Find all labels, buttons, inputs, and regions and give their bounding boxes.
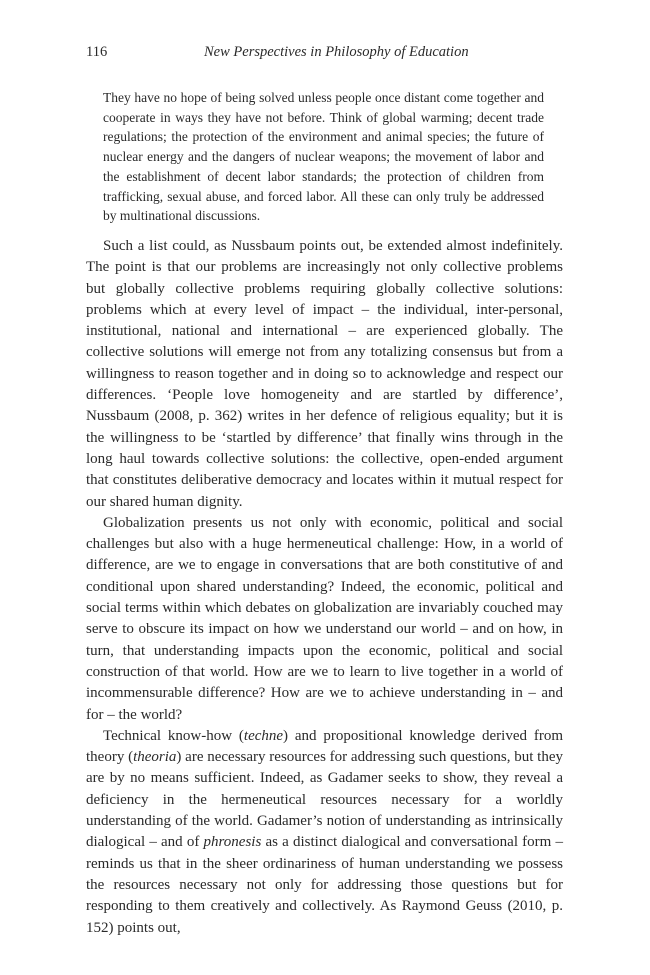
emphasis-term: techne <box>243 727 284 744</box>
running-head <box>86 44 564 64</box>
block-quote: They have no hope of being solved unless people once distant come together and cooperate in ways they have not before. Think of global warming; decent trade regulations; the protection of the environment and animal species; the future of nuclear energy and the dangers of nuclear weapons; the movement of labor and the establishment of decent labor standards; the protection of children from trafficking, sexual abuse, and forced labor. All these can only truly be addressed by multinational discussions. <box>103 90 544 224</box>
paragraph-text: ) and propositional knowledge derived from theory ( <box>86 727 563 766</box>
paragraph <box>86 726 563 939</box>
emphasis-term: phronesis <box>203 834 262 851</box>
paragraph <box>86 236 563 513</box>
paragraph-text: Technical know-how ( <box>103 727 244 744</box>
paragraph-text: Globalization presents us not only with economic, political and social challenges but also with a huge hermeneutical challenge: How, in a world of difference, are we to engage in conversations that are both constitutive of and conditional upon shared understanding? Indeed, the economic, political and social terms within which debates on globalization are invariably couched may serve to obscure its impact on how we understand our world – and on how, in turn, that understanding impacts upon the economic, political and social construction of that world. How are we to learn to live together in a world of incommensurable difference? How are we to achieve understanding in – and for – the world? <box>86 514 563 723</box>
paragraph-text: Such a list could, as Nussbaum points out, be extended almost indefinitely. The point is that our problems are increasingly not only collective problems but globally collective problems requiring globally collective solutions: problems which at every level of impact – the individual, inter-personal, institutional, national and international – are experienced globally. The collective solutions will emerge not from any totalizing consensus but from a willingness to reason together and in doing so to acknowledge and respect our differences. ‘People love homogeneity and are startled by difference’, Nussbaum (2008, p. 362) writes in her defence of religious equality; but it is the willingness to be ‘startled by difference’ that finally wins through in the long haul towards collective solutions: the collective, open-ended argument that constitutes deliberative democracy and locates within it mutual respect for our shared human dignity. <box>86 238 563 510</box>
paragraph <box>86 513 563 726</box>
page-number: 116 <box>86 44 108 60</box>
body-text <box>86 236 563 939</box>
paragraph-text: as a distinct dialogical and conversational form – reminds us that in the sheer ordinariness of human understanding we possess the resources necessary not only for addressing those questions but for responding to them creatively and collectively. As Raymond Geuss (2010, p. 152) points out, <box>86 834 564 936</box>
emphasis-term: theoria <box>133 749 177 766</box>
book-title: New Perspectives in Philosophy of Education <box>204 44 469 60</box>
paragraph-text: ) are necessary resources for addressing such questions, but they are by no means sufficient. Indeed, as Gadamer seeks to show, they reveal a deficiency in the hermeneutical resources necessary for a worldly understanding of the world. Gadamer’s notion of understanding as intrinsically dialogical – and of <box>86 749 563 851</box>
